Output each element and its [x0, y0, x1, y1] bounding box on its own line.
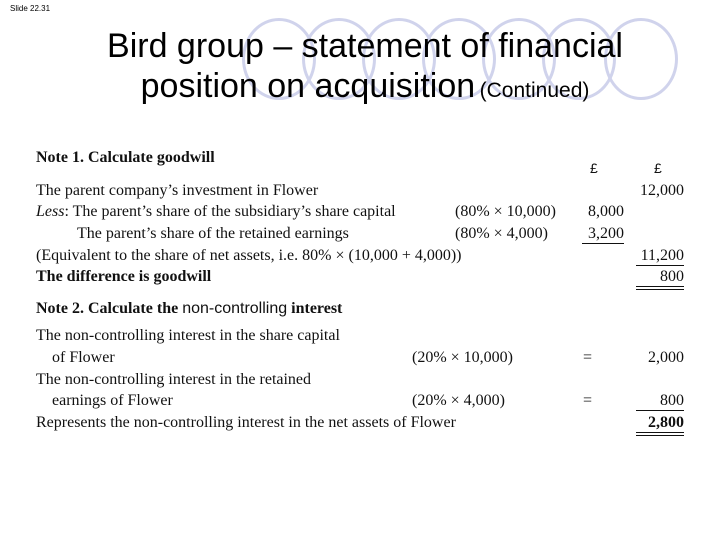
note2-row-of-flower: of Flower [52, 349, 115, 366]
note2-row-total [36, 414, 456, 432]
note1-calc-retained: (80% × 4,000) [455, 225, 549, 242]
note1-row-equivalent: (Equivalent to the share of net assets, i.e. 80% × (10,000 + 4,000)) [36, 247, 462, 264]
note2-row-share-capital [36, 327, 340, 345]
note1-calc-share-capital: (80% × 10,000) [455, 203, 557, 220]
note2-value-retained: 800 [636, 392, 684, 411]
title-line-1: Bird group – statement of financial [107, 27, 623, 65]
note2-row-retained [36, 371, 311, 389]
note1-row-share-capital [36, 203, 396, 221]
note2-equals-2: = [583, 392, 593, 409]
note2-heading-b: non-controlling [182, 300, 288, 317]
share-capital-text: : The parent’s share of the subsidiary’s share capital [64, 203, 396, 220]
nci-total-text-b: interest in the net assets of Flower [237, 414, 456, 431]
less-label: Less [36, 203, 65, 220]
currency-header-1: £ [590, 160, 598, 176]
note1-row-investment: The parent company’s investment in Flower [36, 182, 319, 199]
note2-heading [36, 300, 342, 318]
note2-heading-a: Note 2. Calculate the [36, 300, 179, 317]
note1-value-investment: 12,000 [640, 182, 684, 199]
note2-calc-share-capital: (20% × 10,000) [412, 349, 514, 366]
note2-value-share-capital: 2,000 [648, 349, 684, 366]
slide-number: Slide 22.31 [10, 4, 51, 13]
title-line-2-suffix: (Continued) [479, 79, 590, 102]
note2-value-total: 2,800 [636, 414, 684, 436]
nci-text-b: interest in the share capital [168, 327, 340, 344]
currency-header-2: £ [654, 160, 662, 176]
title-line-2 [70, 66, 660, 113]
note2-calc-retained: (20% × 4,000) [412, 392, 506, 409]
note2-equals-1: = [583, 349, 593, 366]
nci-text-a: The non-controlling [36, 327, 165, 344]
title-line-2-main: position on acquisition [140, 67, 476, 105]
note1-value-share-capital: 8,000 [588, 203, 624, 220]
note2-heading-c: interest [291, 300, 343, 317]
nci-total-text-a: Represents the non-controlling [36, 414, 234, 431]
note1-value-retained: 3,200 [582, 225, 624, 244]
nci-retained-text-b: interest in the retained [168, 371, 312, 388]
slide-title [70, 26, 660, 113]
note1-row-retained: The parent’s share of the retained earnings [77, 225, 349, 242]
note1-heading: Note 1. Calculate goodwill [36, 149, 215, 166]
note2-row-earnings: earnings of Flower [52, 392, 173, 409]
note1-row-goodwill: The difference is goodwill [36, 268, 212, 285]
nci-retained-text-a: The non-controlling [36, 371, 165, 388]
note1-value-equivalent: 11,200 [636, 247, 684, 266]
note1-value-goodwill: 800 [636, 268, 684, 290]
